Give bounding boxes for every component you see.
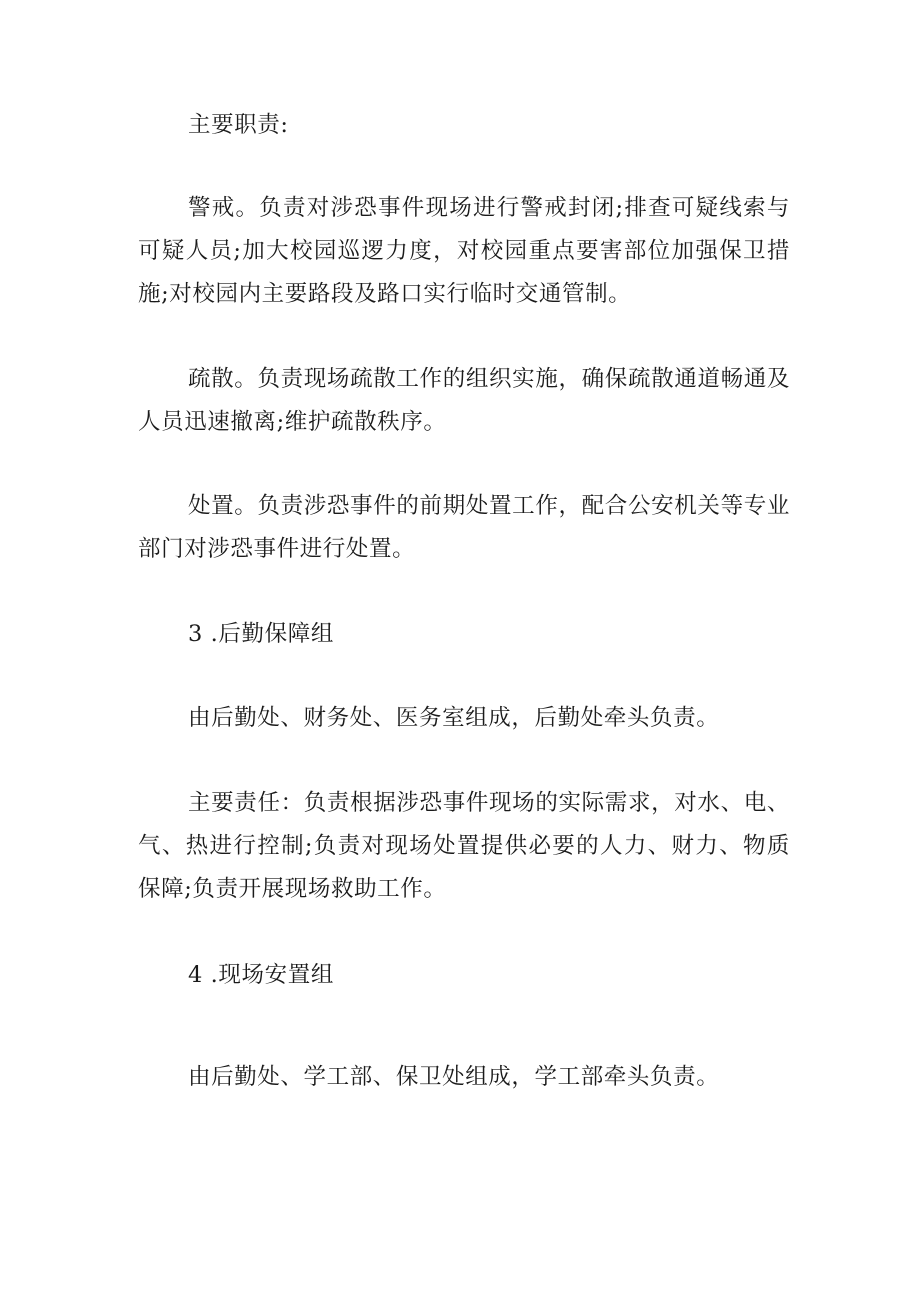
- paragraph-main-duties-heading: 主要职责:: [188, 112, 289, 138]
- paragraph-logistics-duties: 主要责任：负责根据涉恐事件现场的实际需求，对水、电、气、热进行控制;负责对现场处置提供必要的人力、财力、物质保障;负责开展现场救助工作。: [138, 790, 790, 902]
- paragraph-handling: 处置。负责涉恐事件的前期处置工作，配合公安机关等专业部门对涉恐事件进行处置。: [138, 493, 790, 562]
- paragraph-logistics-members: 由后勤处、财务处、医务室组成，后勤处牵头负责。: [188, 705, 720, 731]
- paragraph-evacuation: 疏散。负责现场疏散工作的组织实施，确保疏散通道畅通及人员迅速撤离;维护疏散秩序。: [138, 366, 790, 435]
- paragraph-placement-members: 由后勤处、学工部、保卫处组成，学工部牵头负责。: [188, 1064, 720, 1090]
- section-heading-logistics-group: 3 .后勤保障组: [188, 621, 334, 647]
- section-heading-site-placement-group: 4 .现场安置组: [188, 962, 334, 988]
- paragraph-cordon: 警戒。负责对涉恐事件现场进行警戒封闭;排查可疑线索与可疑人员;加大校园巡逻力度，对校园重点要害部位加强保卫措施;对校园内主要路段及路口实行临时交通管制。: [138, 195, 790, 307]
